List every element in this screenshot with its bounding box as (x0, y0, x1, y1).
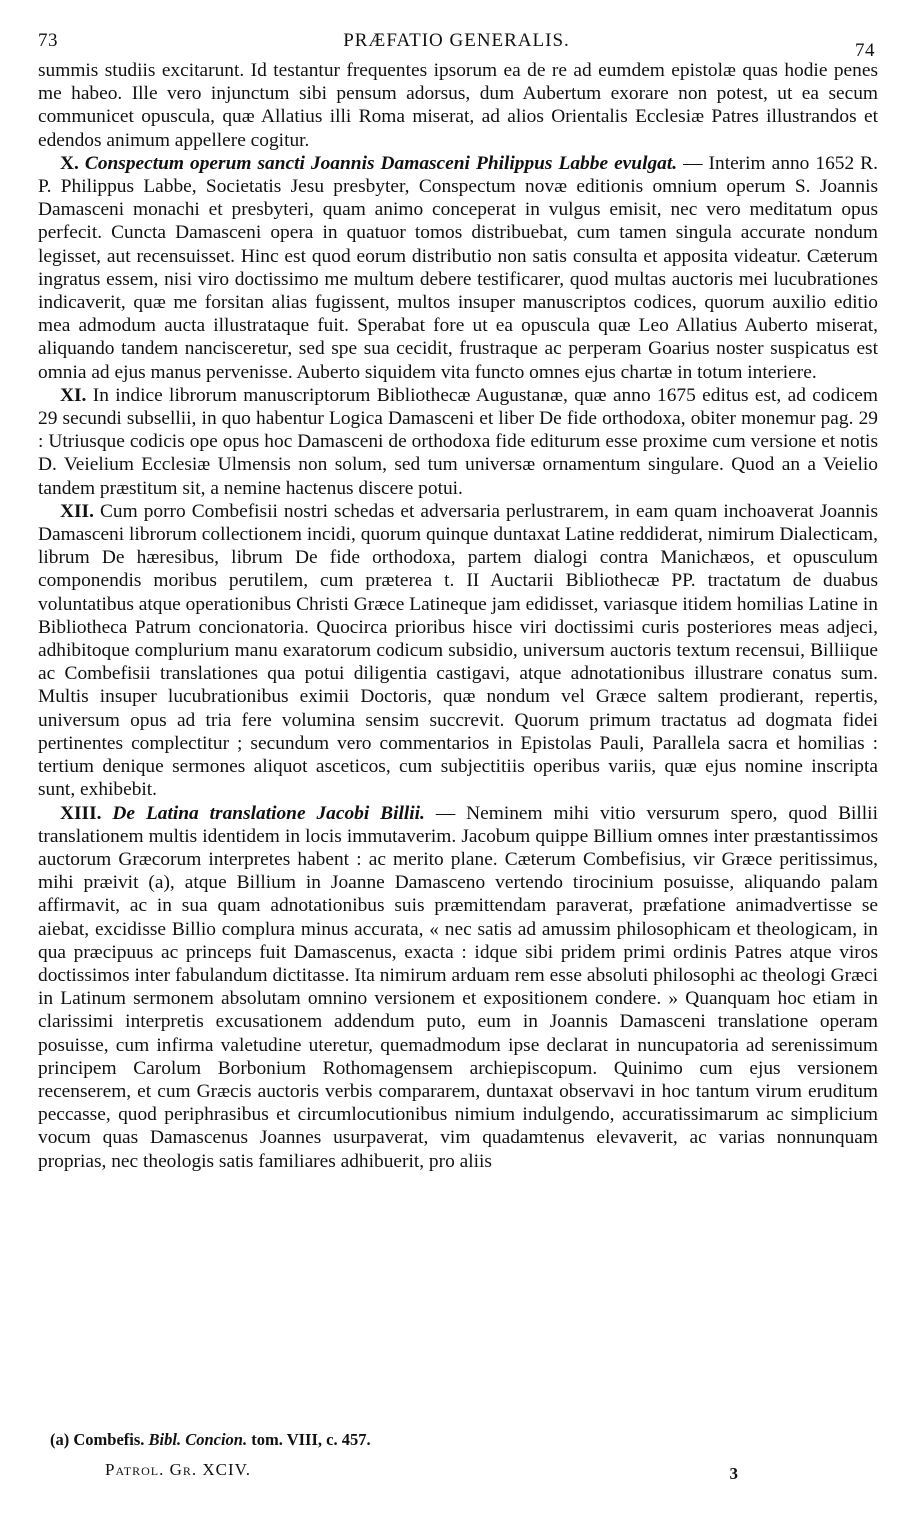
section-number: X. (60, 152, 79, 174)
paragraph-continuation (38, 59, 878, 152)
paragraph-text: summis studiis excitarunt. Id testantur frequentes ipsorum ea de re ad eumdem epistolæ quas hodie penes me habeo. Ille vero injunctum sibi pensum adorsus, dum Aubertum exorare non potest, ut ea secum communicet opuscula, quæ Allatius illi Roma miserat, ad alios Orientalis Ecclesiæ Patres illustrandos et edendos animum appellere cogitur. (38, 60, 878, 151)
footnote-work: Bibl. Concion. (148, 1430, 248, 1449)
footnote-mark: (a) (50, 1430, 70, 1449)
paragraph-text: Cum porro Combefisii nostri schedas et adversaria perlustrarem, in eam quam inchoaverat Joannis Damasceni librorum collectionem incidi, quorum quinque duntaxat Latine reddiderat, nimirum Dialecticam, librum De hæresibus, librum De fide orthodoxa, partem dialogi contra Manichæos, et opusculum componendis moribus perutilem, cum præterea t. II Auctarii Bibliothecæ PP. tractatum de duabus voluntatibus atque operationibus Christi Græce Latineque jam edidisset, variasque itidem homilias Latine in Bibliotheca Patrum concionatoria. Quocirca prioribus hisce viri doctissimi curis posteriores meas adjeci, adhibitoque complurium manu exaratorum codicum subsidio, universum auctoris textum recensui, Billiique ac Combefisii translationes qua potui diligentia castigavi, atque adnotationibus illustrare conatus sum. Multis insuper lucubrationibus eximii Doctoris, quæ nondum vel Græce saltem prodierant, repertis, universum opus ad tria fere volumina sensim succrevit. Quorum primum tractatus ad dogmata fidei pertinentes complectitur ; secundum vero commentarios in Epistolas Pauli, Parallela sacra et homilias : tertium denique sermones aliquot asceticos, cum subjectitiis operibus variis, quæ ejus nomine inscripta sunt, exhibebit. (38, 500, 878, 801)
right-column-number: 74 (855, 40, 875, 61)
section-xi (38, 384, 878, 500)
series-label: Patrol. Gr. XCIV. (105, 1460, 252, 1479)
left-column-number: 73 (38, 30, 58, 51)
sheet-number: 3 (729, 1464, 739, 1483)
section-xiii (38, 802, 878, 1173)
paragraph-text: — Interim anno 1652 R. P. Philippus Labbe, Societatis Jesu presbyter, Conspectum novæ editionis omnium operum S. Joannis Damasceni monachi et presbyteri, quam animo conceperat in vulgus emisit, nec vero meditatum opus perfecit. Cuncta Damasceni opera in quatuor tomos distribuebat, cum tamen singula accurate nondum legisset, aut recensuisset. Hinc est quod eorum distributio non satis consulta et apposita videatur. Cæterum ingratus essem, nisi viro doctissimo me multum debere testificarer, quod multas auctoris mei lucubrationes indicaverit, quæ me forsitan alias fugissent, multos insuper manuscriptos codices, quorum auxilio editio mea admodum aucta illustrataque fuit. Sperabat fore ut ea opuscula quæ Leo Allatius Auberto miserat, aliquando tandem nancisceretur, sed spe sua cecidit, frustraque ac perperam Goarius noster suspicatus est omnia ad ejus manus pervenisse. Auberto siquidem vita functo omnes ejus chartæ in totum interiere. (38, 152, 878, 383)
running-title: PRÆFATIO GENERALIS. (343, 30, 570, 51)
section-x (38, 152, 878, 384)
footnote (50, 1430, 870, 1450)
section-title: De Latina translatione Jacobi Billii. (112, 802, 425, 824)
section-number: XI. (60, 384, 87, 406)
section-title: Conspectum operum sancti Joannis Damasceni Philippus Labbe evulgat. (84, 152, 678, 174)
footnote-author: Combefis. (73, 1430, 145, 1449)
paragraph-text: — Neminem mihi vitio versurum spero, quod Billii translationem multis identidem in locis immutaverim. Jacobum quippe Billium omnes inter præstantissimos auctorum Græcorum interpretes habent : ac merito plane. Cæterum Combefisius, vir Græce peritissimus, mihi præivit (a), atque Billium in Joanne Damasceno vertendo tirocinium posuisse, aliquando palam affirmavit, ac in sua quam adnotationibus suis præmittendam paraverat, præfatione animadvertisse se aiebat, excidisse Billio complura minus accurata, « nec satis ad amussim philosophicam et theologicam, in qua præcipuus ac princeps fuit Damascenus, exacta : idque sibi pridem primi ordinis Patres atque viros doctissimos inter fabulandum dictitasse. Ita nimirum arduam rem esse absoluti philosophi ac theologi Græci in Latinum sermonem absolutam omnino versionem et expositionem condere. » Quanquam hoc etiam in clarissimi interpretis excusationem addendum puto, eum in Joannis Damasceni translatione operam posuisse, cum infirma valetudine uteretur, quemadmodum ipse declarat in nuncupatoria ad serenissimum principem Carolum Borbonium Rothomagensem archiepiscopum. Quinimo cum ejus versionem recenserem, et cum Græcis auctoris verbis compararem, duntaxat observavi in hoc tantum virum eruditum peccasse, quod periphrasibus et circumlocutionibus nimium indulgendo, accuratissimarum ac simplicium vocum quas Damascenus Joannes usurpaverat, vim quadamtenus elevaverit, ac varias nonnunquam proprias, nec theologis satis familiares adhibuerit, pro aliis (38, 802, 878, 1172)
paragraph-text: In indice librorum manuscriptorum Bibliothecæ Augustanæ, quæ anno 1675 editus est, ad codicem 29 secundi subsellii, in quo habentur Logica Damasceni et liber De fide orthodoxa, obiter monemur pag. 29 : Utriusque codicis ope opus hoc Damasceni de orthodoxa fide editurum esse proxime cum versione et notis D. Veielium Ecclesiæ Ulmensis non solum, sed tum universæ ornamentum singulare. Quod an a Veielio tandem præstitum sit, a nemine hactenus discere potui. (38, 384, 878, 499)
section-number: XII. (60, 500, 94, 522)
body-text (38, 59, 878, 1173)
section-xii (38, 500, 878, 802)
section-number: XIII. (60, 802, 102, 824)
footnote-ref: tom. VIII, c. 457. (251, 1430, 371, 1449)
